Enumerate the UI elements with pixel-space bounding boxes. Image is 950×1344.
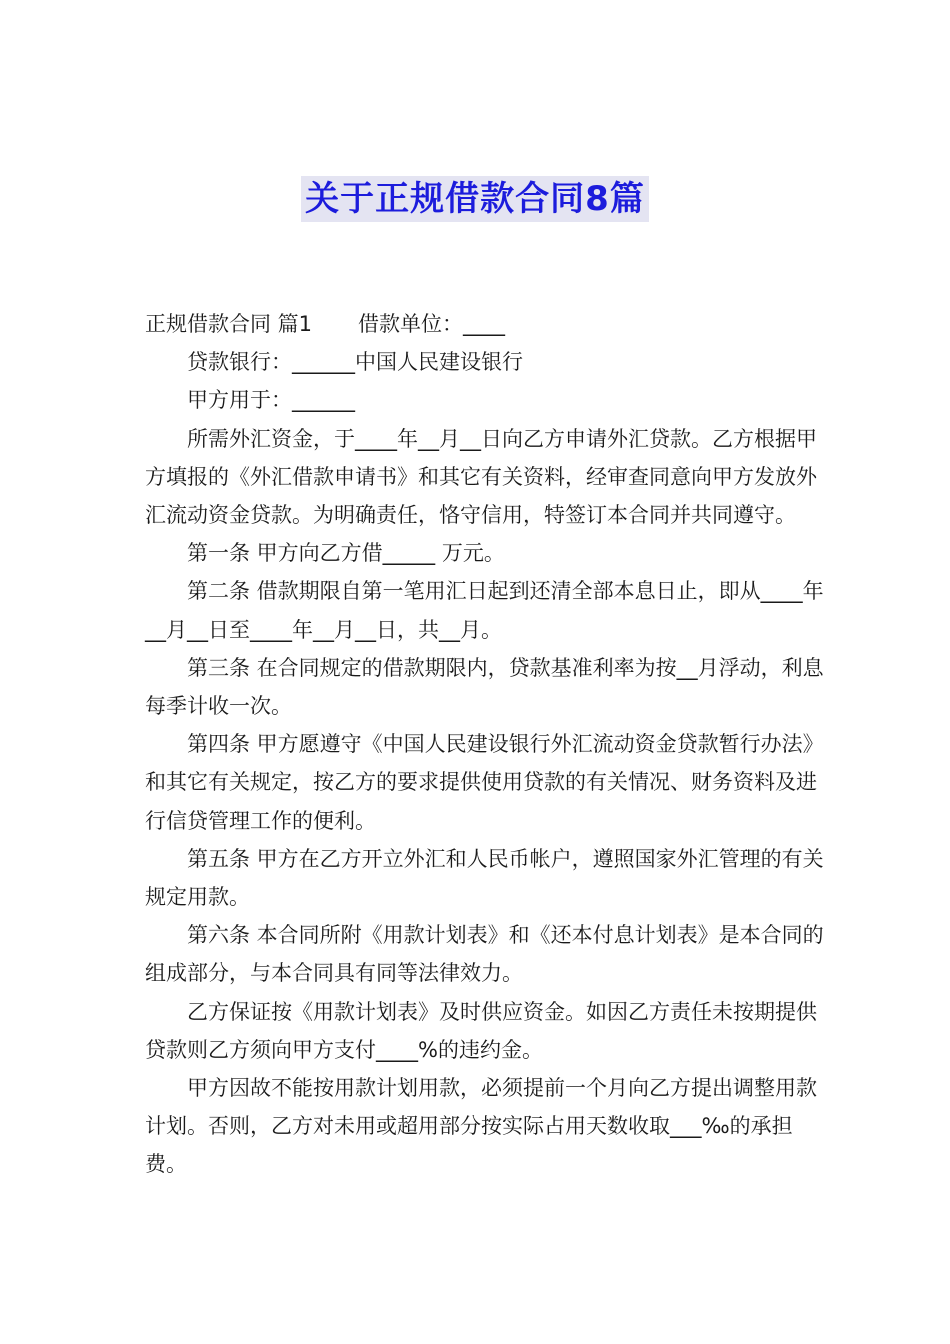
paragraph-4: 所需外汇资金，于____年__月__日向乙方申请外汇贷款。乙方根据甲方填报的《外汇借款申请书》和其它有关资料，经审查同意向甲方发放外汇流动资金贷款。为明确责任，恪守信用，特签订本合同并共同遵守。 xyxy=(145,426,817,528)
paragraph-10: 第六条 本合同所附《用款计划表》和《还本付息计划表》是本合同的组成部分，与本合同具有同等法律效力。 xyxy=(145,923,824,986)
paragraph-12: 甲方因故不能按用款计划用款，必须提前一个月向乙方提出调整用款计划。否则，乙方对未用或超用部分按实际占用天数收取___‰的承担费。 xyxy=(145,1076,817,1177)
paragraph-8: 第四条 甲方愿遵守《中国人民建设银行外汇流动资金贷款暂行办法》和其它有关规定，按乙方的要求提供使用贷款的有关情况、财务资料及进行信贷管理工作的便利。 xyxy=(145,732,824,833)
section-heading: 正规借款合同 篇1 xyxy=(145,312,313,336)
paragraph-11: 乙方保证按《用款计划表》及时供应资金。如因乙方责任未按期提供贷款则乙方须向甲方支付____%的违约金。 xyxy=(145,999,817,1062)
paragraph-6: 第二条 借款期限自第一笔用汇日起到还清全部本息日止，即从____年__月__日至____年__月__日，共__月。 xyxy=(145,579,824,642)
document-title: 关于正规借款合同8篇 xyxy=(301,176,649,222)
paragraph-2: 贷款银行：______中国人民建设银行 xyxy=(187,350,523,375)
paragraph-9: 第五条 甲方在乙方开立外汇和人民币帐户，遵照国家外汇管理的有关规定用款。 xyxy=(145,846,824,910)
paragraph-3: 甲方用于：______ xyxy=(187,388,355,413)
paragraph-7: 第三条 在合同规定的借款期限内，贷款基准利率为按__月浮动，利息每季计收一次。 xyxy=(145,655,824,719)
paragraph-1 xyxy=(145,305,825,343)
paragraph-5: 第一条 甲方向乙方借_____ 万元。 xyxy=(187,541,505,566)
document-body xyxy=(145,305,825,1184)
title-container xyxy=(0,176,950,222)
paragraph-1-text: 借款单位：____ xyxy=(358,312,506,336)
